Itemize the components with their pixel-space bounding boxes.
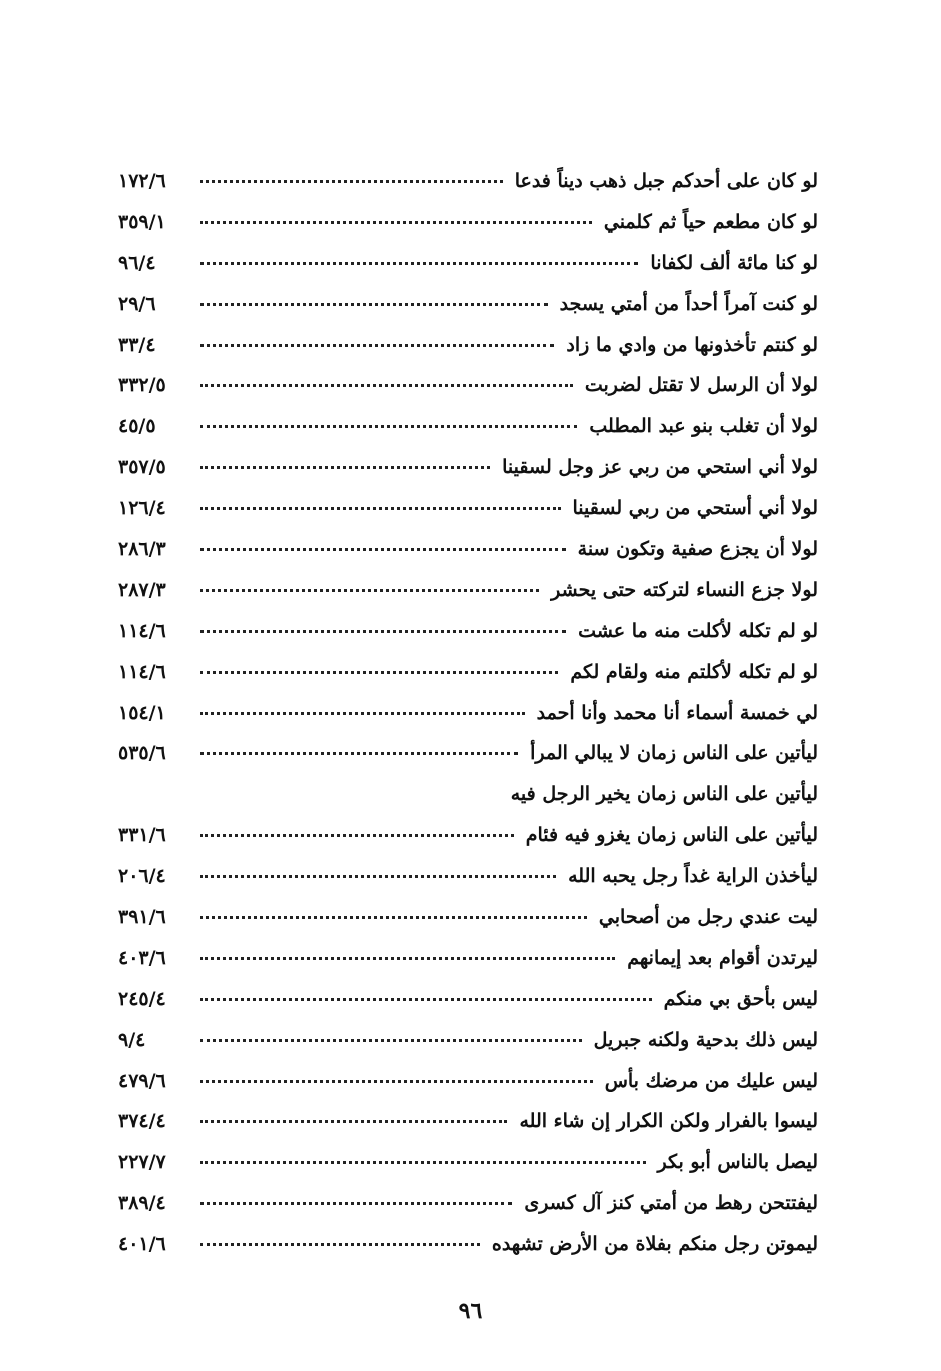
leader-dots	[200, 303, 548, 306]
entry-reference: ٤٥/٥	[118, 415, 156, 438]
entry-text: لو كنت آمراً أحداً من أمتي يسجد	[559, 292, 818, 315]
leader-dots	[200, 752, 518, 755]
leader-dots	[200, 1080, 593, 1083]
index-entry	[118, 1029, 818, 1070]
leader-dots	[200, 548, 566, 551]
entry-reference: ٣٣٢/٥	[118, 374, 166, 397]
entry-text: لي خمسة أسماء أنا محمد وأنا أحمد	[536, 701, 818, 724]
entry-text: ليموتن رجل منكم بفلاة من الأرض تشهده	[491, 1233, 818, 1256]
index-entry	[118, 620, 818, 661]
entry-reference: ١٥٤/١	[118, 701, 166, 724]
entry-reference: ٤٠٣/٦	[118, 946, 166, 969]
leader-dots	[200, 1039, 582, 1042]
entry-reference: ١١٤/٦	[118, 619, 166, 642]
entry-text: ليصل بالناس أبو بكر	[657, 1151, 818, 1174]
leader-dots	[200, 262, 638, 265]
index-entry	[118, 293, 818, 334]
entry-reference: ١٢٦/٤	[118, 497, 166, 520]
index-entry	[118, 334, 818, 375]
leader-dots	[200, 180, 503, 183]
entry-reference: ٢٠٦/٤	[118, 865, 166, 888]
index-entry	[118, 988, 818, 1029]
entry-reference: ٣٨٩/٤	[118, 1192, 166, 1215]
index-entry	[118, 579, 818, 620]
entry-reference: ٣٣/٤	[118, 333, 156, 356]
leader-dots	[200, 221, 592, 224]
entry-text: ليرتدن أقوام بعد إيمانهم	[627, 946, 818, 969]
page-number: ٩٦	[458, 1298, 483, 1324]
leader-dots	[200, 466, 490, 469]
entry-reference: ٣٣١/٦	[118, 824, 166, 847]
index-entry	[118, 1110, 818, 1151]
entry-text: ليأخذن الراية غداً رجل يحبه الله	[568, 865, 818, 888]
entry-text: لولا أن الرسل لا تقتل لضربت	[584, 374, 818, 397]
entry-reference: ٩٦/٤	[118, 251, 156, 274]
leader-dots	[200, 425, 577, 428]
index-entry	[118, 252, 818, 293]
index-entry	[118, 456, 818, 497]
entry-text: لولا أني استحي من ربي عز وجل لسقينا	[502, 456, 818, 479]
leader-dots	[200, 589, 539, 592]
leader-dots	[200, 1161, 646, 1164]
index-entry	[118, 497, 818, 538]
entry-text: ليأتين على الناس زمان يغزو فيه فئام	[525, 824, 818, 847]
index-entry	[118, 1233, 818, 1274]
index-entry	[118, 742, 818, 783]
index-entry	[118, 170, 818, 211]
entry-reference: ٩/٤	[118, 1028, 146, 1051]
entry-text: لو لم تكله لأكلتم منه ولقام لكم	[570, 660, 818, 683]
index-entry	[118, 211, 818, 252]
entry-reference: ٢٩/٦	[118, 292, 156, 315]
leader-dots	[200, 957, 615, 960]
entry-reference: ٥٣٥/٦	[118, 742, 166, 765]
index-entry	[118, 1151, 818, 1192]
index-entry	[118, 824, 818, 865]
entry-text: ليأتين على الناس زمان يخير الرجل فيه	[510, 783, 818, 806]
entry-text: لو كان على أحدكم جبل ذهب ديناً فدعا	[514, 170, 818, 192]
entry-text: ليس ذلك بدحية ولكنه جبريل	[593, 1028, 818, 1051]
leader-dots	[200, 875, 556, 878]
entry-text: لولا أن يجزع صفية وتكون سنة	[577, 538, 818, 561]
entry-reference: ٣٩١/٦	[118, 906, 166, 929]
entry-reference: ٢٤٥/٤	[118, 987, 166, 1010]
entry-reference: ٢٢٧/٧	[118, 1151, 166, 1174]
entry-text: ليس بأحق بي منكم	[663, 987, 818, 1010]
leader-dots	[200, 671, 558, 674]
entry-text: لو كنتم تأخذونها من وادي ما زاد	[566, 333, 818, 356]
leader-dots	[200, 712, 525, 715]
entry-text: لو كنا مائة ألف لكفانا	[650, 251, 818, 274]
hadith-index-list	[118, 170, 818, 1274]
index-entry	[118, 1070, 818, 1111]
entry-text: ليت عندي رجل من أصحابي	[598, 906, 818, 929]
leader-dots	[200, 998, 652, 1001]
leader-dots	[200, 384, 573, 387]
index-entry	[118, 374, 818, 415]
leader-dots	[200, 834, 514, 837]
entry-reference: ٢٨٦/٣	[118, 538, 166, 561]
index-entry	[118, 415, 818, 456]
entry-text: لولا أن تغلب بنو عبد المطلب	[589, 415, 818, 438]
entry-reference: ٣٥٧/٥	[118, 456, 166, 479]
entry-reference: ٢٨٧/٣	[118, 578, 166, 601]
entry-text: لو كان مطعم حياً ثم كلمني	[603, 210, 818, 233]
leader-dots	[200, 630, 566, 633]
index-entry	[118, 1192, 818, 1233]
index-entry	[118, 661, 818, 702]
entry-reference: ٤٧٩/٦	[118, 1069, 166, 1092]
entry-text: ليفتتحن رهط من أمتي كنز آل كسرى	[524, 1192, 818, 1215]
entry-text: لولا جزع النساء لتركته حتى يحشر	[551, 578, 818, 601]
leader-dots	[200, 916, 587, 919]
index-entry	[118, 538, 818, 579]
leader-dots	[200, 1202, 512, 1205]
leader-dots	[200, 344, 554, 347]
entry-text: ليأتين على الناس زمان لا يبالي المرأ	[530, 742, 818, 765]
leader-dots	[200, 1120, 507, 1123]
entry-reference: ١٧٢/٦	[118, 170, 166, 192]
index-entry	[118, 783, 818, 824]
entry-text: لولا أني أستحي من ربي لسقينا	[572, 497, 818, 520]
entry-text: ليس عليك من مرضك بأس	[604, 1069, 818, 1092]
entry-reference: ٣٧٤/٤	[118, 1110, 166, 1133]
index-entry	[118, 947, 818, 988]
index-entry	[118, 865, 818, 906]
entry-reference: ١١٤/٦	[118, 660, 166, 683]
entry-text: لو لم تكله لأكلت منه ما عشت	[578, 619, 818, 642]
index-entry	[118, 906, 818, 947]
entry-reference: ٣٥٩/١	[118, 210, 166, 233]
entry-reference: ٤٠١/٦	[118, 1233, 166, 1256]
entry-text: ليسوا بالفرار ولكن الكرار إن شاء الله	[519, 1110, 818, 1133]
leader-dots	[200, 1243, 480, 1246]
index-entry	[118, 702, 818, 743]
leader-dots	[200, 507, 561, 510]
